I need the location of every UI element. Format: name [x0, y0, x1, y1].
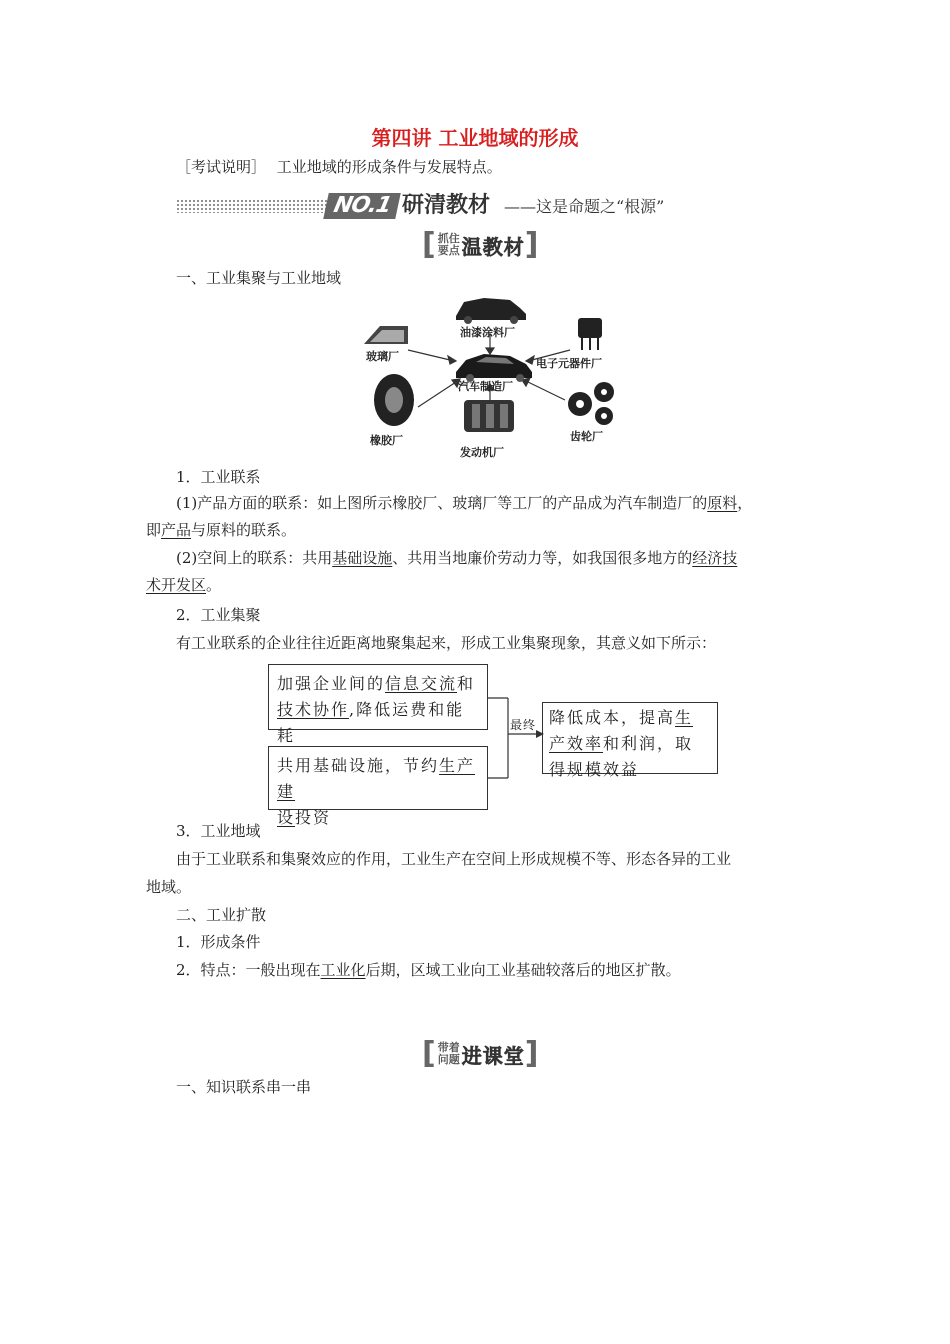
badge-text: 进课堂 — [461, 1043, 525, 1068]
label-paint-plant: 油漆涂料厂 — [460, 326, 515, 339]
underlined-term: 原料 — [707, 494, 738, 512]
flow-connector — [488, 690, 544, 782]
paragraph-spatial-linkage: (2)空间上的联系：共用基础设施、共用当地廉价劳动力等，如我国很多地方的经济技 — [176, 549, 738, 567]
paragraph-agglomeration: 有工业联系的企业往往近距离地聚集起来，形成工业集聚现象，其意义如下所示： — [176, 634, 717, 652]
label-gear-plant: 齿轮厂 — [570, 430, 603, 443]
tire-icon — [374, 374, 414, 426]
exam-note — [176, 156, 502, 178]
electronics-icon — [578, 318, 602, 350]
bracket-right-icon: ] — [524, 1036, 539, 1071]
label-electronics-plant: 电子元器件厂 — [536, 357, 602, 370]
exam-note-label: ［考试说明］ — [176, 158, 267, 176]
paragraph-product-linkage: (1)产品方面的联系：如上图所示橡胶厂、玻璃厂等工厂的产品成为汽车制造厂的原料， — [176, 494, 753, 512]
banner-dots — [176, 199, 328, 213]
badge-review-textbook — [422, 227, 539, 262]
item-heading-agglomeration: 2．工业集聚 — [176, 606, 261, 624]
bracket-right-icon: ] — [524, 227, 539, 262]
section-heading-1: 一、工业集聚与工业地域 — [176, 269, 342, 287]
badge-line2: 问题 — [437, 1053, 460, 1066]
underlined-term: 基础设施 — [332, 549, 393, 567]
flow-box-communication: 加强企业间的信息交流和 技术协作,降低运费和能耗 — [268, 664, 488, 730]
gear-icon — [568, 382, 614, 425]
item-characteristics: 2．特点：一般出现在工业化后期，区域工业向工业基础较落后的地区扩散。 — [176, 961, 681, 979]
engine-icon — [464, 400, 514, 432]
badge-into-classroom — [422, 1036, 539, 1071]
label-car-factory: 汽车制造厂 — [458, 380, 513, 393]
industry-linkage-figure — [360, 292, 632, 462]
bracket-left-icon: [ — [422, 1036, 436, 1071]
badge-text: 温教材 — [461, 234, 525, 259]
glass-icon — [364, 326, 408, 344]
paragraph-product-linkage-cont: 即产品与原料的联系。 — [146, 521, 297, 539]
section-heading-2: 二、工业扩散 — [176, 906, 267, 924]
flow-arrow-label: 最终 — [510, 718, 537, 732]
paint-plant-icon — [456, 298, 526, 324]
paragraph-spatial-linkage-cont: 术开发区。 — [146, 576, 222, 594]
banner-subtitle: ——这是命题之“根源” — [504, 197, 665, 216]
item-heading-industrial-region: 3．工业地域 — [176, 822, 261, 840]
badge-line1: 抓住 — [437, 232, 460, 245]
page-title: 第四讲 工业地域的形成 — [371, 126, 579, 150]
flow-box-result: 降低成本，提高生产效率和利润，取得规模效益 — [542, 702, 718, 774]
paragraph-industrial-region-cont: 地域。 — [146, 878, 192, 896]
bracket-left-icon: [ — [422, 227, 436, 262]
underlined-term: 术开发区 — [146, 576, 207, 594]
label-engine-plant: 发动机厂 — [460, 446, 504, 459]
label-rubber-plant: 橡胶厂 — [370, 434, 403, 447]
section-heading-3: 一、知识联系串一串 — [176, 1078, 312, 1096]
item-formation-conditions: 1．形成条件 — [176, 933, 261, 951]
underlined-term: 产品 — [161, 521, 192, 539]
badge-line1: 带着 — [437, 1041, 460, 1054]
underlined-term: 工业化 — [320, 961, 366, 979]
exam-note-text: 工业地域的形成条件与发展特点。 — [276, 158, 502, 176]
banner-number: NO.1 — [323, 193, 401, 219]
banner-title: 研清教材 — [402, 193, 491, 218]
underlined-term: 经济技 — [692, 549, 738, 567]
paragraph-industrial-region: 由于工业联系和集聚效应的作用，工业生产在空间上形成规模不等、形态各异的工业 — [176, 850, 732, 868]
item-heading-industrial-linkage: 1．工业联系 — [176, 468, 261, 486]
label-glass-plant: 玻璃厂 — [366, 350, 399, 363]
flow-box-infrastructure: 共用基础设施，节约生产建 设投资 — [268, 746, 488, 810]
badge-line2: 要点 — [437, 244, 460, 257]
